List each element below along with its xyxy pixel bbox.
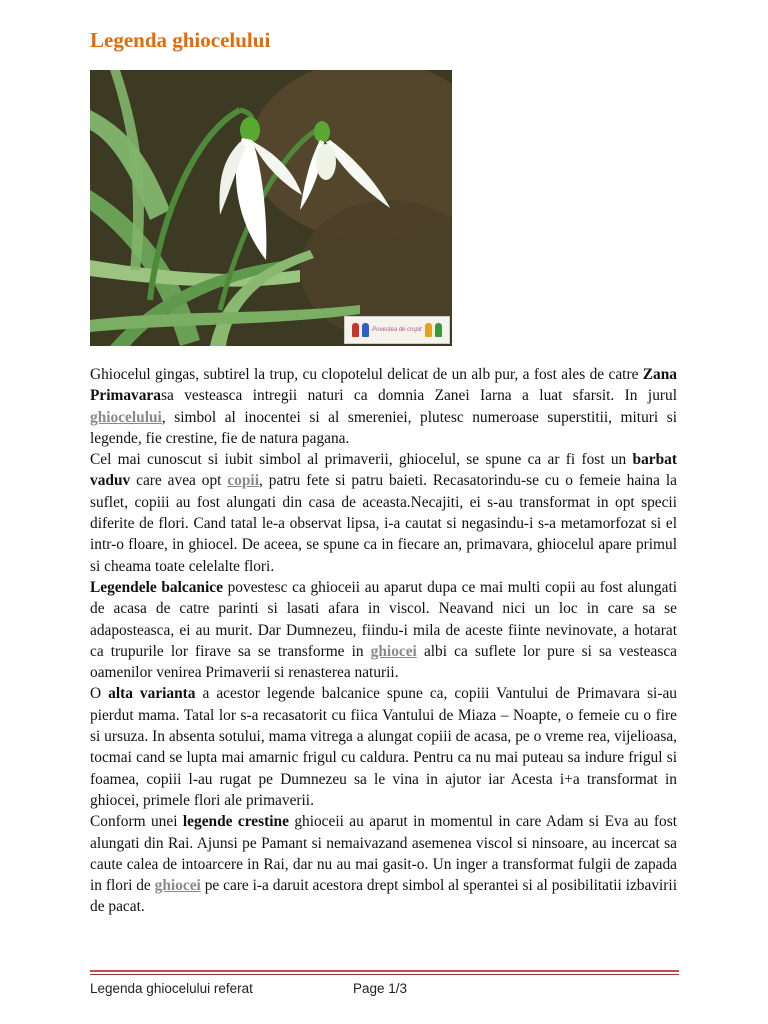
text-run: O [90, 685, 109, 703]
figure-icon [352, 323, 359, 337]
text-run: a acestor legende balcanice spune ca, copiii Vantului de Primavara si-au pierdut mama. Tatal lor s-a recasatorit cu fiica Vantului de Miaza – Noapte, o femeie cu o fire si ursuza. In absenta sotului, mama vitrega a alungat copiii de acasa, pe o vreme rea, vijelioasa, tocmai cand se lupta mai amarnic frigul cu caldura. Pentru ca nu mai puteau sa indure frigul si foamea, copiii l-au rugat pe Dumnezeu sa le vina in ajutor iar Acesta i+a transformat in ghiocei, primele flori ale primaverii. [90, 685, 677, 809]
snowdrop-illustration [90, 70, 452, 346]
text-run: albi ca suflete lor pure si sa vesteasca oamenilor venirea Primaverii si renasterea naturii. [90, 642, 677, 682]
paragraph [90, 364, 677, 449]
inline-link[interactable]: ghiocei [370, 642, 417, 660]
text-run: Conform unei [90, 813, 183, 831]
paragraph [90, 577, 677, 683]
text-run: Ghiocelul gingas, subtirel la trup, cu clopotelul delicat de un alb pur, a fost ales de catre [90, 366, 643, 383]
paragraph [90, 683, 677, 811]
bold-term: legende crestine [182, 813, 289, 831]
figure-icon [435, 323, 442, 337]
bold-term: Zana Primavara [90, 366, 677, 405]
inline-link[interactable]: ghiocei [154, 877, 201, 895]
logo [344, 316, 450, 344]
text-run: , patru fete si patru baieti. Recasatorindu-se cu o femeie haina la suflet, copiii au fost alungati din casa de aceasta.Necajiti, ei s-au transformat in opt specii diferite de flori. Cand tatal le-a observat lipsa, i-a cautat si negasindu-i s-a metamorfozat si el intr-o floare, in ghiocel. De aceea, se spune ca in fiecare an, primavara, ghiocelul apare primul si cheama toate celelalte flori. [90, 472, 677, 575]
footer-rule [90, 970, 679, 972]
snowdrop-photo [90, 70, 452, 346]
paragraph [90, 811, 677, 917]
logo-text: Povestea de crupit [372, 327, 422, 333]
page-number: Page 1/3 [353, 981, 408, 996]
text-run: Cel mai cunoscut si iubit simbol al primaverii, ghiocelul, se spune ca ar fi fost un [90, 451, 633, 469]
inline-link[interactable]: copii [227, 472, 259, 490]
text-run: ghioceii au aparut in momentul in care Adam si Eva au fost alungati din Rai. Ajunsi pe Pamant si nemaivazand asemenea viscol si ninsoare, au incercat sa caute calea de intoarcere in Rai, dar nu au mai gasit-o. Un inger a transformat fulgii de zapada in flori de [90, 813, 677, 895]
inline-link[interactable]: ghiocelului [90, 408, 162, 426]
text-run: , simbol al inocentei si al smereniei, plutesc numeroase superstitii, mituri si legende, fie crestine, fie de natura pagana. [90, 408, 677, 447]
bold-term: alta varianta [108, 685, 196, 703]
footer-rule-thin [90, 974, 679, 975]
text-run: sa vesteasca intregii naturi ca domnia Zanei Iarna a luat sfarsit. In jurul [160, 387, 677, 405]
text-run: povestesc ca ghioceii au aparut dupa ce mai multi copii au fost alungati de acasa de catre parinti si lasati afara in viscol. Neavand nici un loc in care sa se adaposteasca, ei au murit. Dar Dumnezeu, fiindu-i mila de aceste fiinte nevinovate, a hotarat ca trupurile lor firave sa se transforme in [90, 578, 677, 660]
bold-term: barbat vaduv [90, 451, 677, 490]
article-body [90, 364, 677, 918]
text-run: pe care i-a daruit acestora drept simbol al sperantei si al posibilitatii izbavirii de pacat. [90, 877, 677, 916]
figure-icon [362, 323, 369, 337]
text-run: care avea opt [130, 472, 228, 490]
bold-term: Legendele balcanice [90, 578, 223, 596]
footer-title: Legenda ghiocelului referat [90, 981, 253, 996]
page-title: Legenda ghiocelului [90, 28, 271, 52]
figure-icon [425, 323, 432, 337]
paragraph [90, 449, 677, 577]
